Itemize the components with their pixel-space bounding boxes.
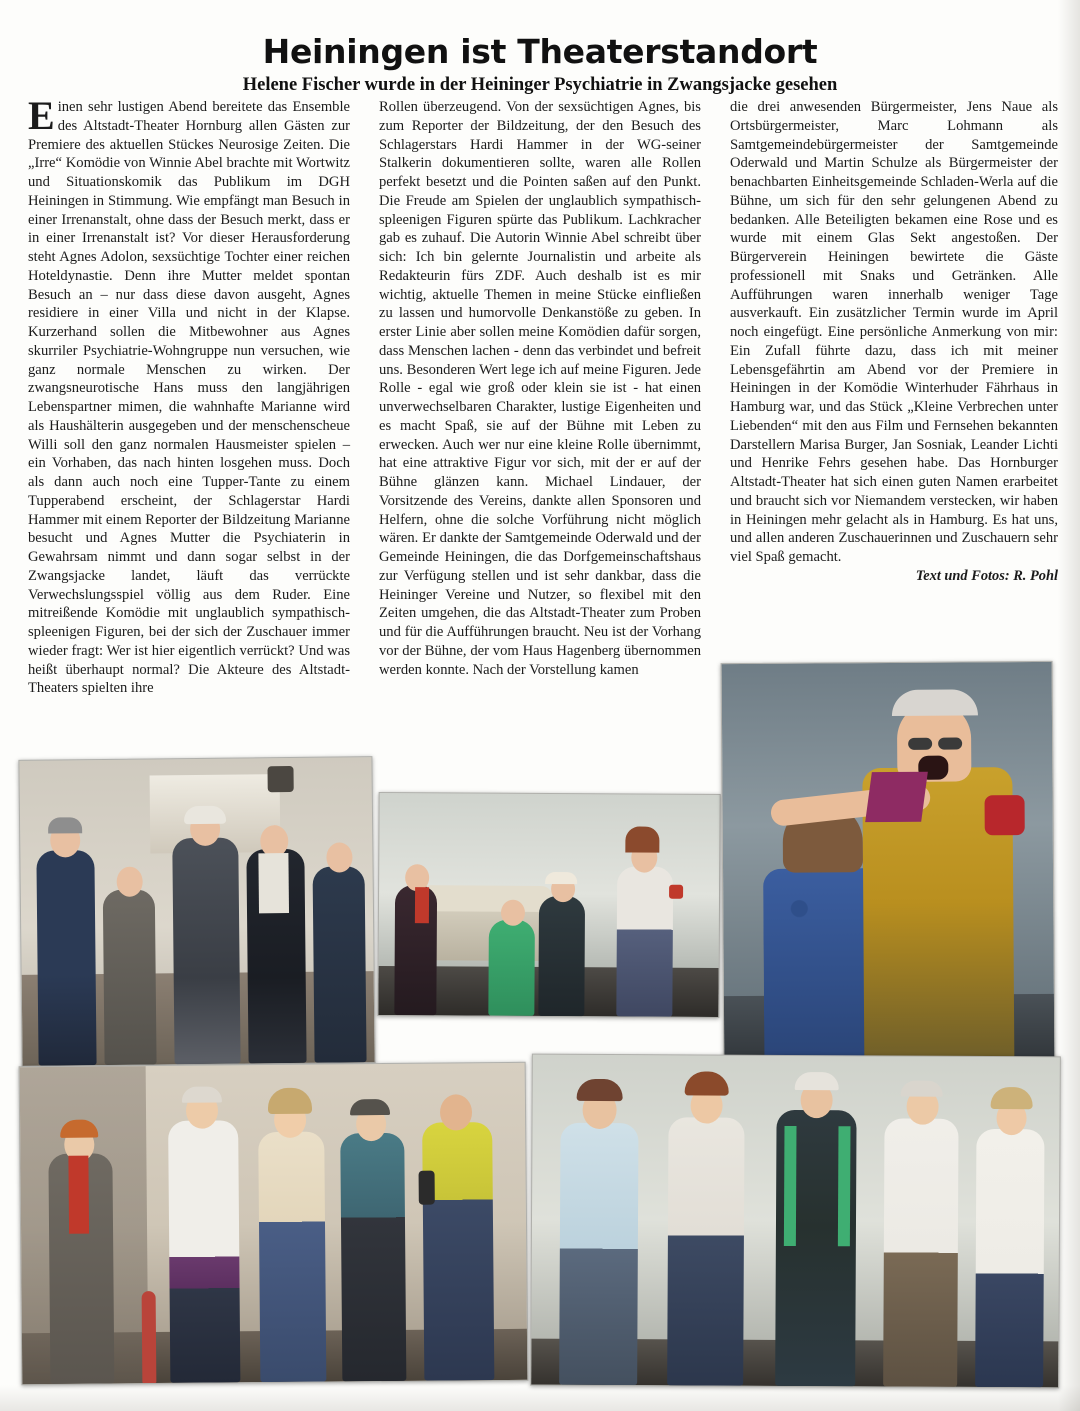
photo-scene [378,793,719,1017]
photo-scene [19,757,374,1066]
page-edge-shadow-bottom [0,1385,1080,1411]
page-edge-shadow-right [1058,0,1080,1411]
article-column-3 [730,98,1058,585]
photo-living-room-scene [377,792,720,1018]
photo-ensemble-bottom-right [530,1054,1061,1389]
photo-straitjacket-scene [721,661,1056,1070]
page-subtitle: Helene Fischer wurde in der Heininger Psychiatrie in Zwangsjacke gesehen [242,75,838,96]
article-column-2 [379,98,701,679]
photo-scene [531,1055,1060,1388]
article-column-3-text: die drei anwesenden Bürgermeister, Jens Naue als Ortsbürgermeister, Marc Lohmann als Samtgemeindebürgermeister der Samtgemeinde Oderwald und Martin Schulze als Bürgermeister der benachbarten Einheitsgemeinde Schladen-Werla auf die Bühne, um sich für den sehr gelungenen Abend zu bedanken. Alle Beteiligten bekamen eine Rose und es wurde mit einem Glas Sekt angestoßen. Der Bürgerverein Heiningen bewirtete die Gäste professionell mit Snaks und Getränken. Alle Aufführungen waren innerhalb weniger Tage ausverkauft. Ein zusätzlicher Termin wurde im April noch eingefügt. Eine persönliche Anmerkung von mir: Ein Zufall führte dazu, dass ich mit meiner Lebensgefährtin am Abend vor der Premiere in Heiningen in der Komödie Winterhuder Fährhaus in Hamburg war, und das Stück „Kleine Verbrechen unter Liebenden“ mit den aus Film und Fernsehen bekannten Darstellern Marisa Burger, Jan Sosniak, Leander Lichti und Henrike Fehrs gesehen habe. Das Hornburger Altstadt-Theater hat sich einen guten Namen erarbeitet und braucht sich vor Niemandem verstecken, wir haben in Heiningen mehr gelacht als in Hamburg. Es hat uns, und allen anderen Zuschauerinnen und Zuschauern sehr viel Spaß gemacht. [730,99,1058,565]
photo-ensemble-bottom-left [19,1062,529,1385]
article-byline: Text und Fotos: R. Pohl [915,567,1058,584]
article-column-1-text: Einen sehr lustigen Abend bereitete das Ensemble des Altstadt-Theater Hornburg allen Gästen zur Premiere des aktuellen Stückes Neurosige Zeiten. Die „Irre“ Komödie von Winnie Abel brachte mit Wortwitz und Situationskomik das Publikum im DGH Heiningen in Stimmung. Wie empfängt man Besuch in einer Irrenanstalt, ohne dass der Besuch merkt, dass er in einer Irrenanstalt ist? Vor dieser Herausforderung steht Agnes Adolon, sexsüchtige Tochter einer reichen Hoteldynastie. Denn ihre Mutter meldet spontan Besuch an – nur dass diese davon ausgeht, Agnes residiere in einer Villa und nicht in der Klapse. Kurzerhand sollen die Mitbewohner aus Agnes skurriler Psychiatrie-Wohngruppe nun versuchen, wie ganz normale Menschen zu wirken. Der zwangsneurotische Hans muss den langjährigen Lebenspartner mimen, die wahnhafte Marianne wird als Haushälterin ausgegeben und der menschenscheue Willi soll den ganz normalen Hausmeister spielen – ein Vorhaben, das nach hinten losgehen muss. Doch als dann auch noch eine Tupper-Tante zu einem Tupperabend erscheint, der Schlagerstar Hardi Hammer mit einem Reporter der Bildzeitung Marianne besucht und Agnes Mutter die Psychiaterin in Gewahrsam nimmt und dann sogar selbst in der Zwangsjacke landet, läuft das verrückte Verwechslungsspiel völlig aus dem Ruder. Eine mitreißende Komödie mit unglaublich sympathisch-spleenigen Figuren, bei der sich der Zuschauer immer wieder fragt: Wer ist hier eigentlich verrückt? Und was heißt überhaupt normal? Die Akteure des Altstadt-Theaters spielten ihre [28,93,350,697]
article-columns [28,93,1058,758]
page-title: Heiningen ist Theaterstandort [262,32,818,72]
photo-scene [722,662,1055,1069]
article-column-2-text: Rollen überzeugend. Von der sexsüchtigen Agnes, bis zum Reporter der Bildzeitung, der den Besuch des Schlagerstars Hardi Hammer in der WG-seiner Stalkerin dokumentieren sollte, waren alle Rollen perfekt besetzt und die Pointen saßen auf den Punkt. Die Freude am Spielen der unglaublich sympathisch-spleenigen Figuren spürte das Publikum. Lachkracher gab es zuhauf. Die Autorin Winnie Abel schreibt über sich: Ich bin gelernte Journalistin und arbeite als Redakteurin fürs ZDF. Auch deshalb ist es mir wichtig, aktuelle Themen in meine Stücke einfließen zu lassen und humorvolle Denkanstöße zu geben. In erster Linie aber sollen meine Komödien dafür sorgen, dass Menschen lachen - denn das verbindet und befreit uns. Besonderen Wert lege ich auf meine Figuren. Jede Rolle - egal wie groß oder klein sie ist - hat einen unverwechselbaren Charakter, lustige Eigenheiten und es macht Spaß, sie auf der Bühne mit Leben zu erwecken. Auch wer nur eine kleine Rolle übernimmt, hat eine attraktive Figur vor sich, mit der er auf der Bühne glänzen kann. Michael Lindauer, der Vorsitzende des Vereins, dankte allen Sponsoren und Helfern, ohne die solche Vorführung nicht möglich wären. Er dankte der Samtgemeinde Oderwald und der Gemeinde Heiningen, die das Dorfgemeinschaftshaus zur Verfügung stellen und ist sehr dankbar, dass die Heininger Vereine und Nutzer, so flexibel mit den Zeiten umgehen, die das Altstadt-Theater zum Proben und für die Aufführungen braucht. Neu ist der Vorhang vor der Bühne, der vom Haus Hagenberg übernommen werden konnte. Nach der Vorstellung kamen [379,99,701,678]
article-column-1 [28,93,350,698]
photo-group-of-men-on-stage [18,756,375,1067]
photo-scene [20,1063,528,1384]
